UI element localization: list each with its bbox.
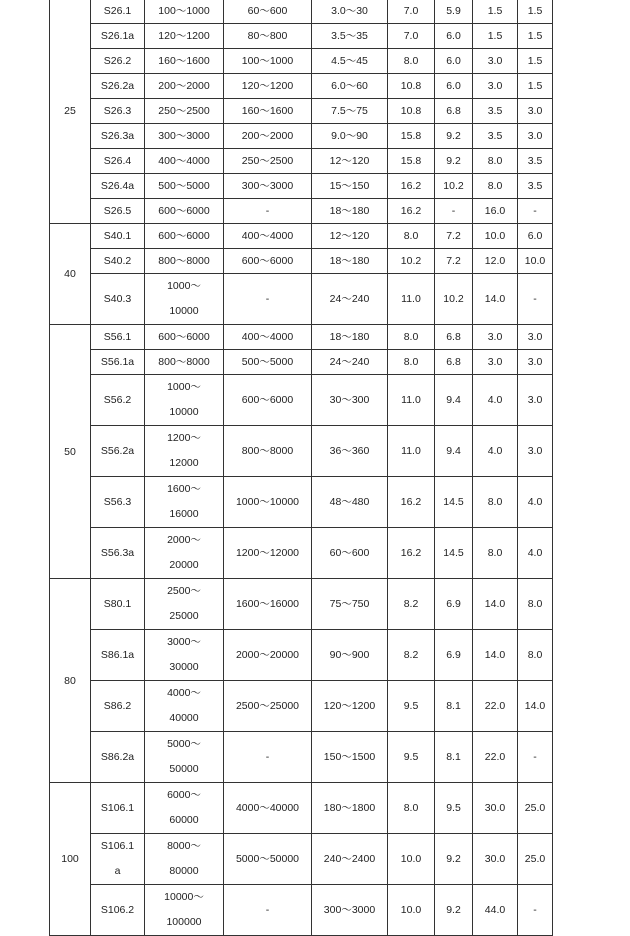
table-row — [50, 477, 553, 528]
value-e-cell: 9.5 — [435, 783, 473, 834]
range-c-cell: 12～120 — [312, 224, 388, 249]
table-row — [50, 426, 553, 477]
range-a-cell — [145, 325, 224, 350]
range-b-cell: 100～1000 — [224, 49, 312, 74]
table-row — [50, 375, 553, 426]
spec-table — [49, 0, 553, 936]
table-row — [50, 579, 553, 630]
range-b-cell: 60～600 — [224, 0, 312, 24]
model-text: S86.1a — [100, 649, 135, 661]
range-b-cell: - — [224, 274, 312, 325]
range-a-text: 800～8000 — [158, 255, 210, 267]
value-d-cell: 11.0 — [388, 274, 435, 325]
value-d-cell: 10.2 — [388, 249, 435, 274]
range-a-text: 120～1200 — [158, 30, 210, 42]
value-g-cell: 3.0 — [518, 426, 553, 477]
range-a-cell — [145, 834, 224, 885]
range-c-cell: 150～1500 — [312, 732, 388, 783]
range-a-text: 5000～ — [167, 738, 201, 750]
value-d-cell: 8.2 — [388, 630, 435, 681]
model-cell — [91, 375, 145, 426]
value-e-cell: 6.8 — [435, 99, 473, 124]
value-g-cell: 4.0 — [518, 477, 553, 528]
value-f-cell: 30.0 — [473, 783, 518, 834]
range-b-cell: 600～6000 — [224, 375, 312, 426]
range-a-cell — [145, 579, 224, 630]
model-text: S106.2 — [100, 904, 135, 916]
table-row — [50, 149, 553, 174]
value-g-cell: 3.0 — [518, 375, 553, 426]
model-cell — [91, 24, 145, 49]
range-a-cell — [145, 375, 224, 426]
value-d-cell: 8.0 — [388, 224, 435, 249]
range-a-cell — [145, 732, 224, 783]
value-e-cell: 6.0 — [435, 74, 473, 99]
value-e-cell: 6.9 — [435, 579, 473, 630]
value-d-cell: 15.8 — [388, 149, 435, 174]
range-a-text: 1600～ — [167, 483, 201, 495]
value-e-cell: 9.2 — [435, 834, 473, 885]
table-row — [50, 350, 553, 375]
table-row — [50, 224, 553, 249]
model-cell — [91, 199, 145, 224]
range-a-text: 300～3000 — [158, 130, 210, 142]
range-b-cell: 250～2500 — [224, 149, 312, 174]
range-a-cell — [145, 783, 224, 834]
range-b-cell: 600～6000 — [224, 249, 312, 274]
range-b-cell: 4000～40000 — [224, 783, 312, 834]
range-a-cell — [145, 249, 224, 274]
value-d-cell: 8.0 — [388, 325, 435, 350]
range-a-cell — [145, 630, 224, 681]
range-b-cell: 1200～12000 — [224, 528, 312, 579]
range-a-text: 10000 — [169, 305, 199, 317]
value-g-cell: 8.0 — [518, 579, 553, 630]
value-d-cell: 10.0 — [388, 834, 435, 885]
value-g-cell: 10.0 — [518, 249, 553, 274]
value-f-cell: 14.0 — [473, 274, 518, 325]
range-a-cell — [145, 74, 224, 99]
value-f-cell: 14.0 — [473, 579, 518, 630]
model-cell — [91, 528, 145, 579]
range-a-text: 1000～ — [167, 381, 201, 393]
range-b-cell: 80～800 — [224, 24, 312, 49]
model-cell — [91, 49, 145, 74]
range-b-cell: - — [224, 885, 312, 936]
model-cell — [91, 630, 145, 681]
value-g-cell: - — [518, 885, 553, 936]
value-f-cell: 3.5 — [473, 124, 518, 149]
value-e-cell: 14.5 — [435, 477, 473, 528]
value-f-cell: 44.0 — [473, 885, 518, 936]
value-e-cell: 9.2 — [435, 149, 473, 174]
spec-table-body — [50, 0, 553, 936]
value-d-cell: 8.0 — [388, 783, 435, 834]
model-text: S26.5 — [103, 205, 132, 217]
value-g-cell: 1.5 — [518, 49, 553, 74]
value-f-cell: 22.0 — [473, 732, 518, 783]
value-d-cell: 16.2 — [388, 528, 435, 579]
model-text: a — [114, 865, 121, 877]
value-e-cell: 9.2 — [435, 885, 473, 936]
value-d-cell: 8.2 — [388, 579, 435, 630]
table-row — [50, 24, 553, 49]
table-row — [50, 274, 553, 325]
range-c-cell: 300～3000 — [312, 885, 388, 936]
range-a-cell — [145, 224, 224, 249]
model-text: S56.2a — [100, 445, 135, 457]
range-b-cell: 500～5000 — [224, 350, 312, 375]
range-a-text: 4000～ — [167, 687, 201, 699]
table-row — [50, 124, 553, 149]
model-cell — [91, 834, 145, 885]
value-e-cell: 6.0 — [435, 49, 473, 74]
value-f-cell: 8.0 — [473, 174, 518, 199]
range-a-text: 100～1000 — [158, 5, 210, 17]
value-f-cell: 3.5 — [473, 99, 518, 124]
model-text: S26.4 — [103, 155, 132, 167]
value-g-cell: 1.5 — [518, 74, 553, 99]
range-c-cell: 180～1800 — [312, 783, 388, 834]
value-d-cell: 10.8 — [388, 74, 435, 99]
range-a-text: 10000～ — [164, 891, 204, 903]
model-text: S26.2a — [100, 80, 135, 92]
model-text: S106.1 — [100, 840, 135, 852]
value-d-cell: 10.8 — [388, 99, 435, 124]
range-a-cell — [145, 99, 224, 124]
value-d-cell: 10.0 — [388, 885, 435, 936]
model-cell — [91, 74, 145, 99]
model-text: S40.2 — [103, 255, 132, 267]
range-a-cell — [145, 149, 224, 174]
value-e-cell: 10.2 — [435, 174, 473, 199]
value-f-cell: 30.0 — [473, 834, 518, 885]
range-b-cell: 160～1600 — [224, 99, 312, 124]
range-a-text: 80000 — [169, 865, 199, 877]
value-f-cell: 8.0 — [473, 149, 518, 174]
table-row — [50, 630, 553, 681]
model-cell — [91, 0, 145, 24]
value-e-cell: 6.9 — [435, 630, 473, 681]
range-a-cell — [145, 885, 224, 936]
range-b-cell: 800～8000 — [224, 426, 312, 477]
model-text: S26.3a — [100, 130, 135, 142]
size-group-cell: 25 — [50, 0, 91, 224]
value-f-cell: 14.0 — [473, 630, 518, 681]
range-a-cell — [145, 528, 224, 579]
value-f-cell: 12.0 — [473, 249, 518, 274]
model-text: S86.2 — [103, 700, 132, 712]
size-group-cell: 50 — [50, 325, 91, 579]
model-text: S26.1 — [103, 5, 132, 17]
range-b-cell: 200～2000 — [224, 124, 312, 149]
value-d-cell: 11.0 — [388, 375, 435, 426]
table-row — [50, 49, 553, 74]
model-cell — [91, 124, 145, 149]
value-d-cell: 16.2 — [388, 477, 435, 528]
value-f-cell: 1.5 — [473, 24, 518, 49]
range-c-cell: 48～480 — [312, 477, 388, 528]
model-text: S56.3a — [100, 547, 135, 559]
model-text: S56.1 — [103, 331, 132, 343]
model-cell — [91, 149, 145, 174]
model-text: S56.1a — [100, 356, 135, 368]
model-cell — [91, 174, 145, 199]
value-f-cell: 10.0 — [473, 224, 518, 249]
range-a-text: 25000 — [169, 610, 199, 622]
model-cell — [91, 732, 145, 783]
range-a-cell — [145, 124, 224, 149]
value-d-cell: 8.0 — [388, 49, 435, 74]
range-a-text: 12000 — [169, 457, 199, 469]
model-text: S56.2 — [103, 394, 132, 406]
range-c-cell: 24～240 — [312, 350, 388, 375]
model-cell — [91, 325, 145, 350]
range-c-cell: 12～120 — [312, 149, 388, 174]
range-b-cell: 120～1200 — [224, 74, 312, 99]
value-g-cell: - — [518, 199, 553, 224]
value-f-cell: 16.0 — [473, 199, 518, 224]
model-text: S26.1a — [100, 30, 135, 42]
model-cell — [91, 249, 145, 274]
value-e-cell: 14.5 — [435, 528, 473, 579]
range-c-cell: 36～360 — [312, 426, 388, 477]
model-text: S40.3 — [103, 293, 132, 305]
range-a-text: 600～6000 — [158, 331, 210, 343]
range-c-cell: 4.5～45 — [312, 49, 388, 74]
range-c-cell: 6.0～60 — [312, 74, 388, 99]
model-cell — [91, 783, 145, 834]
value-e-cell: 9.4 — [435, 426, 473, 477]
range-a-text: 20000 — [169, 559, 199, 571]
value-g-cell: - — [518, 732, 553, 783]
range-c-cell: 18～180 — [312, 249, 388, 274]
range-c-cell: 90～900 — [312, 630, 388, 681]
range-a-text: 1000～ — [167, 280, 201, 292]
range-c-cell: 3.5～35 — [312, 24, 388, 49]
table-row — [50, 885, 553, 936]
value-e-cell: 8.1 — [435, 681, 473, 732]
range-b-cell: 2000～20000 — [224, 630, 312, 681]
value-g-cell: - — [518, 274, 553, 325]
range-b-cell: 300～3000 — [224, 174, 312, 199]
table-row — [50, 528, 553, 579]
value-g-cell: 3.5 — [518, 149, 553, 174]
table-row — [50, 0, 553, 24]
value-f-cell: 8.0 — [473, 477, 518, 528]
range-a-text: 2000～ — [167, 534, 201, 546]
range-a-cell — [145, 0, 224, 24]
range-a-text: 1200～ — [167, 432, 201, 444]
model-cell — [91, 681, 145, 732]
table-row — [50, 199, 553, 224]
value-f-cell: 8.0 — [473, 528, 518, 579]
range-c-cell: 18～180 — [312, 199, 388, 224]
range-a-cell — [145, 24, 224, 49]
size-group-cell: 40 — [50, 224, 91, 325]
range-a-cell — [145, 199, 224, 224]
range-a-text: 30000 — [169, 661, 199, 673]
range-a-text: 600～6000 — [158, 205, 210, 217]
value-d-cell: 8.0 — [388, 350, 435, 375]
range-c-cell: 60～600 — [312, 528, 388, 579]
range-a-text: 3000～ — [167, 636, 201, 648]
range-b-cell: 400～4000 — [224, 224, 312, 249]
value-e-cell: 7.2 — [435, 224, 473, 249]
range-b-cell: - — [224, 732, 312, 783]
range-a-cell — [145, 274, 224, 325]
model-text: S26.2 — [103, 55, 132, 67]
value-g-cell: 3.0 — [518, 350, 553, 375]
value-g-cell: 25.0 — [518, 783, 553, 834]
model-cell — [91, 885, 145, 936]
range-b-cell: 400～4000 — [224, 325, 312, 350]
value-e-cell: 6.8 — [435, 350, 473, 375]
value-d-cell: 9.5 — [388, 681, 435, 732]
range-a-text: 2500～ — [167, 585, 201, 597]
value-g-cell: 3.0 — [518, 99, 553, 124]
range-a-text: 100000 — [166, 916, 202, 928]
model-cell — [91, 224, 145, 249]
value-e-cell: 9.2 — [435, 124, 473, 149]
value-f-cell: 1.5 — [473, 0, 518, 24]
value-d-cell: 7.0 — [388, 0, 435, 24]
range-b-cell: 1600～16000 — [224, 579, 312, 630]
range-c-cell: 24～240 — [312, 274, 388, 325]
model-cell — [91, 350, 145, 375]
value-d-cell: 15.8 — [388, 124, 435, 149]
range-a-text: 800～8000 — [158, 356, 210, 368]
table-row — [50, 99, 553, 124]
value-e-cell: 7.2 — [435, 249, 473, 274]
model-cell — [91, 426, 145, 477]
range-a-cell — [145, 49, 224, 74]
value-f-cell: 3.0 — [473, 74, 518, 99]
model-text: S86.2a — [100, 751, 135, 763]
value-d-cell: 16.2 — [388, 174, 435, 199]
model-text: S106.1 — [100, 802, 135, 814]
range-a-text: 250～2500 — [158, 105, 210, 117]
range-c-cell: 3.0～30 — [312, 0, 388, 24]
range-a-text: 500～5000 — [158, 180, 210, 192]
range-c-cell: 120～1200 — [312, 681, 388, 732]
range-a-cell — [145, 350, 224, 375]
range-c-cell: 30～300 — [312, 375, 388, 426]
range-c-cell: 18～180 — [312, 325, 388, 350]
value-e-cell: 8.1 — [435, 732, 473, 783]
value-g-cell: 3.0 — [518, 124, 553, 149]
range-a-text: 6000～ — [167, 789, 201, 801]
range-a-text: 400～4000 — [158, 155, 210, 167]
value-f-cell: 3.0 — [473, 49, 518, 74]
table-row — [50, 681, 553, 732]
value-g-cell: 3.0 — [518, 325, 553, 350]
table-row — [50, 732, 553, 783]
range-a-text: 10000 — [169, 406, 199, 418]
value-g-cell: 4.0 — [518, 528, 553, 579]
value-e-cell: 9.4 — [435, 375, 473, 426]
range-a-cell — [145, 426, 224, 477]
table-row — [50, 834, 553, 885]
table-row — [50, 783, 553, 834]
value-e-cell: 5.9 — [435, 0, 473, 24]
range-b-cell: - — [224, 199, 312, 224]
model-text: S56.3 — [103, 496, 132, 508]
value-g-cell: 25.0 — [518, 834, 553, 885]
table-row — [50, 174, 553, 199]
model-text: S40.1 — [103, 230, 132, 242]
range-a-text: 8000～ — [167, 840, 201, 852]
value-f-cell: 4.0 — [473, 426, 518, 477]
model-cell — [91, 477, 145, 528]
range-a-cell — [145, 681, 224, 732]
range-c-cell: 7.5～75 — [312, 99, 388, 124]
value-e-cell: 10.2 — [435, 274, 473, 325]
range-b-cell: 1000～10000 — [224, 477, 312, 528]
range-a-text: 60000 — [169, 814, 199, 826]
model-text: S26.3 — [103, 105, 132, 117]
value-e-cell: 6.8 — [435, 325, 473, 350]
value-g-cell: 1.5 — [518, 24, 553, 49]
value-g-cell: 1.5 — [518, 0, 553, 24]
range-c-cell: 15～150 — [312, 174, 388, 199]
model-cell — [91, 274, 145, 325]
size-group-cell: 100 — [50, 783, 91, 936]
table-row — [50, 325, 553, 350]
value-g-cell: 14.0 — [518, 681, 553, 732]
value-g-cell: 3.5 — [518, 174, 553, 199]
range-a-text: 50000 — [169, 763, 199, 775]
value-f-cell: 22.0 — [473, 681, 518, 732]
range-b-cell: 2500～25000 — [224, 681, 312, 732]
value-g-cell: 6.0 — [518, 224, 553, 249]
table-row — [50, 74, 553, 99]
model-cell — [91, 579, 145, 630]
model-cell — [91, 99, 145, 124]
value-g-cell: 8.0 — [518, 630, 553, 681]
range-a-text: 200～2000 — [158, 80, 210, 92]
range-a-text: 16000 — [169, 508, 199, 520]
value-e-cell: 6.0 — [435, 24, 473, 49]
range-a-cell — [145, 477, 224, 528]
value-d-cell: 11.0 — [388, 426, 435, 477]
value-f-cell: 3.0 — [473, 325, 518, 350]
range-c-cell: 240～2400 — [312, 834, 388, 885]
range-a-text: 40000 — [169, 712, 199, 724]
table-row — [50, 249, 553, 274]
value-f-cell: 3.0 — [473, 350, 518, 375]
value-d-cell: 16.2 — [388, 199, 435, 224]
range-a-text: 600～6000 — [158, 230, 210, 242]
value-e-cell: - — [435, 199, 473, 224]
range-a-text: 160～1600 — [158, 55, 210, 67]
range-b-cell: 5000～50000 — [224, 834, 312, 885]
range-c-cell: 9.0～90 — [312, 124, 388, 149]
value-f-cell: 4.0 — [473, 375, 518, 426]
range-c-cell: 75～750 — [312, 579, 388, 630]
value-d-cell: 7.0 — [388, 24, 435, 49]
range-a-cell — [145, 174, 224, 199]
model-text: S80.1 — [103, 598, 132, 610]
value-d-cell: 9.5 — [388, 732, 435, 783]
size-group-cell: 80 — [50, 579, 91, 783]
model-text: S26.4a — [100, 180, 135, 192]
